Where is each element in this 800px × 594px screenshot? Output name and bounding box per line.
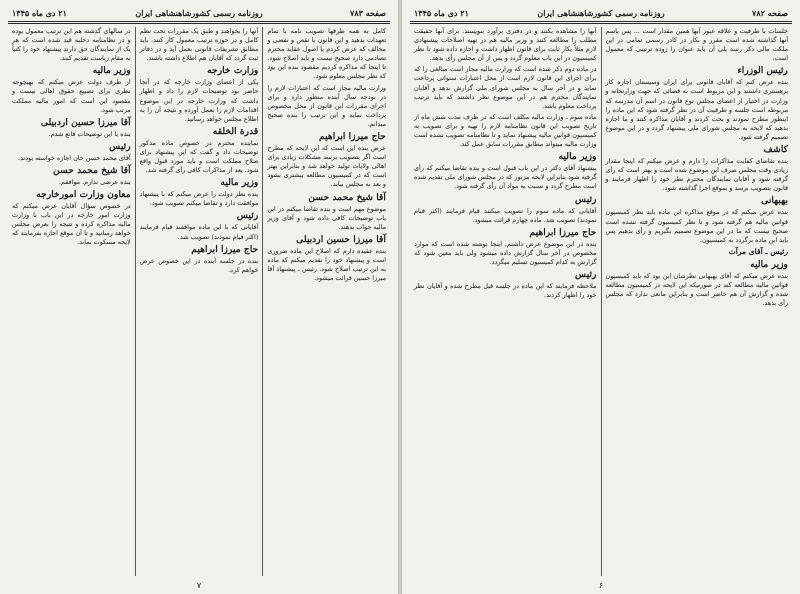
paragraph: یکی از اعضای وزارت خارجه که در آنجا حاضر بود توضیحات لازم را داد و اظهار داشت که وزارت خارجه در این موضوع اقدامات لازم را بعمل آورده و نتیجه آن را به اطلاع مجلس خواهد رسانید. xyxy=(139,78,259,123)
speaker-heading: رئیس xyxy=(575,193,597,205)
paragraph: کامل به همه طرفها تصویب نامه با تمام تعهدات بدهید و این قانون با نقص و نقضی و مخالف که عرض کردم با اصول عقاید محترم تصادمی دارد صحیح نیست و باید اصلاح شود. تا اینجا که مذاکره کردیم مقصود بنده این بود که نظر مجلس معلوم شود. xyxy=(267,27,386,81)
speaker-heading: رئیس xyxy=(575,268,597,280)
speaker-heading: رئیس xyxy=(109,140,131,152)
text-column xyxy=(136,27,264,576)
folio-number: ۷ xyxy=(196,581,202,590)
page-number: صفحه ۷۸۲ xyxy=(752,8,788,18)
left-page xyxy=(0,0,398,594)
header-rule-thin xyxy=(8,23,390,24)
paragraph: بنده عرضی ندارم. موافقم. xyxy=(59,177,131,186)
paragraph: آنها را مشاهده بکنند و در دفتری برآورد بنویسند. برای آنها حقیقت مطلب را مطالعه کنند و وزیر مالیه هم در تهیه اصلاحات پیشنهادی لازم مثلاً بکار ثابت برای قانون اظهار داشت و اجازه داده شود تا نظر کمیسیون در این باب معلوم گردد و پس از آن مجلس رأی بدهد. xyxy=(414,27,597,63)
folio-number: ۶ xyxy=(598,581,604,590)
issue-date: ۲۱ دی ماه ۱۳۴۵ xyxy=(12,8,67,18)
speaker-heading: رئیس xyxy=(236,210,259,222)
speaker-heading: وزیر مالیه xyxy=(558,151,597,163)
section-subhead: رئیس ـ آقای مرآت xyxy=(728,246,788,256)
paragraph: بنده در جلسه آینده در این خصوص عرض خواهم کرد. xyxy=(139,256,259,274)
paragraph: بنده عقیده دارم که اصلاح این ماده ضروری است و پیشنهاد خود را تقدیم میکنم که ماده به این ترتیب اصلاح شود. رئیس ـ پیشنهاد آقا میرزا حسین قرائت میشود. xyxy=(267,246,386,283)
paragraph: در ماده دوم ذکر شده است که وزارت مالیه مجاز است مبالغی را که برای اجرای این قانون لازم است از محل اعتبارات سنواتی پرداخت نماید و در آخر سال به مجلس شورای ملی گزارش بدهد و آقایان نمایندگان محترم هم در این موضوع نظر داشتند که باید ترتیب پرداخت معلوم باشد. xyxy=(414,65,597,110)
speaker-heading: آقا شیخ محمد حسن xyxy=(308,191,386,203)
speaker-heading: کاشف xyxy=(763,144,788,156)
paragraph: پیشنهاد آقای دکتر در این باب قبول است و بنده تقاضا میکنم که رأی گرفته شود بنابراین لایحه مزبور که در مجلس شورای ملی تقدیم شده است مطرح گردد و نسبت به مواد آن رأی گرفته شود. xyxy=(414,164,597,191)
paragraph: بنده در این موضوع عرض داشتم. اینجا نوشته شده است که موارد مخصوص در آخر سال گزارش داده میشود ولی باید معین شود که گزارش به کدام کمیسیون تسلیم میگردد. xyxy=(414,239,597,266)
paragraph: آقایانی که ماده سوم را تصویب میکنند قیام فرمایند (اکثر قیام نمودند) تصویب شد. ماده چهارم قرائت میشود. xyxy=(414,206,597,224)
speaker-heading: آقا میرزا حسین اردبیلی xyxy=(296,233,386,245)
right-page xyxy=(402,0,800,594)
paragraph: آنها را بخواهند و طبق یک مقررات تحت نظم کامل و در حوزه ترتیب معمول کار کنند. باید مطابق تشریفات قانونی بعمل آید و در دفاتر ثبت گردد که آقایان هم اطلاع داشته باشند. xyxy=(139,27,259,63)
paragraph: جلسات با طرفیت و علاقه عبور آنها همین مقدار است ... پس باسم آنها گذاشته شده است مقرر و بکار در کادر رسمی تمامی در این ملکت مالی دکر رسد بلی آن باید عنوان را زوده ترتیبی که معمول است. xyxy=(605,27,788,63)
speaker-heading: حاج میرزا ابراهیم xyxy=(529,226,597,238)
newspaper-title: روزنامه رسمی کشورشاهنشاهی ایران xyxy=(135,8,263,18)
issue-date: ۲۱ دی ماه ۱۳۴۵ xyxy=(414,8,469,18)
running-head xyxy=(410,6,792,20)
paragraph: بنده با این توضیحات قانع شدم. xyxy=(48,129,131,138)
paragraph: نماینده محترم در خصوص ماده مذکور توضیحات داد و گفت که این پیشنهاد برای صلاح مملکت است و باید مورد قبول واقع شود. بعد از مذاکرات کافی رأی گرفته شد. xyxy=(139,138,259,175)
paragraph: وزارت مالیه مجاز است که اعتبارات لازم را در بودجه سال آینده منظور دارد و برای اجرای مقررات این قانون از محل مخصوص پرداخت نماید و این ترتیب را بنده صحیح میدانم. xyxy=(267,83,386,128)
paragraph: بنده عرض میکنم که آقای بهبهانی نظرشان این بود که باید کمیسیون قوانین مالیه مطالعه کند در صورتیکه این لایحه در کمیسیون مطالعه شده و گزارش آن هم حاضر است و بنابراین مانعی ندارد که مجلس رأی بدهد. xyxy=(605,271,788,308)
header-rule xyxy=(8,21,390,22)
speaker-heading: وزیر مالیه xyxy=(750,258,788,270)
speaker-heading: رئیس الوزراء xyxy=(737,65,788,77)
paragraph: موضوع مهم است و بنده تقاضا میکنم در این باب توضیحات کافی داده شود و آقای وزیر مالیه جواب بدهند. xyxy=(267,204,386,231)
text-columns xyxy=(410,27,792,576)
text-column xyxy=(410,27,602,576)
speaker-heading: معاون وزارت امورخارجه xyxy=(36,189,131,201)
paragraph: ملاحظه فرمایند که این ماده در جلسه قبل مطرح شده و آقایان نظر خود را اظهار کردند. xyxy=(414,281,597,300)
paragraph: در سالهای گذشته هم این ترتیب معمول بوده و در نظامنامه دخلیه قید شده است که هر یک از نمایندگان حق دارند پیشنهاد خود را کتباً به مقام ریاست تقدیم کنند. xyxy=(11,27,131,63)
speaker-heading: بهبهانی xyxy=(761,195,788,207)
header-rule-thin xyxy=(410,23,792,24)
paragraph: بنده عرض میکنم که در موقع مذاکره این ماده باید نظر کمیسیون قوانین مالیه هم گرفته شود و تا نظر کمیسیون گرفته نشده است صحیح نیست که ما در این موضوع تصمیم بگیریم و رأی بدهیم پس باید این ماده برگردد به کمیسیون. xyxy=(605,208,788,244)
speaker-heading: حاج میرزا ابراهیم xyxy=(191,243,259,255)
header-rule xyxy=(410,21,792,22)
running-head xyxy=(8,6,390,20)
page-number: صفحه ۷۸۳ xyxy=(350,8,386,18)
paragraph: آقای محمد حسن خان اجازه خواسته بودند. xyxy=(18,153,131,162)
paragraph: ماده سوم ـ وزارت مالیه مکلف است که در ظرف مدت شش ماه از تاریخ تصویب این قانون نظامنامه لازم را تهیه و برای تصویب به کمیسیون قوانین مالیه پیشنهاد نماید و تا نظامنامه تصویب نشده است وزارت مالیه میتواند مطابق مقررات سابق عمل کند. xyxy=(414,112,597,149)
text-column xyxy=(8,27,136,576)
speaker-heading: آقا میرزا حسین اردبیلی xyxy=(40,116,131,128)
text-column xyxy=(263,27,390,576)
text-column xyxy=(602,27,793,576)
paragraph: بنده نظر دولت را عرض میکنم که با پیشنهاد موافقت دارد و تقاضا میکنم تصویب شود. xyxy=(139,190,259,208)
text-columns xyxy=(8,27,390,576)
paragraph: آقایانی که با این ماده موافقند قیام فرمایند (اکثر قیام نمودند) تصویب شد. xyxy=(139,223,259,241)
speaker-heading: آقا شیخ محمد حسن xyxy=(53,164,131,176)
speaker-heading: وزارت خارجه xyxy=(207,65,259,77)
speaker-heading: وزیر مالیه xyxy=(92,65,131,77)
paragraph: عرض بنده این است که این لایحه که مطرح است اگر بتصویب برسد مشکلات زیادی برای اهالی ولایات تولید خواهد شد و بنابراین بهتر است که در کمیسیون مطالعه بیشتری بشود و بعد به مجلس بیاید. xyxy=(267,144,386,189)
paragraph: در خصوص سؤال آقایان عرض میکنم که وزارت امور خارجه در این باب با وزارت مالیه مذاکره کرده و نتیجه را بعرض مجلس خواهد رسانید و تا آن موقع اجازه بفرمایند که لایحه مسکوت بماند. xyxy=(11,202,131,247)
speaker-heading: حاج میرزا ابراهیم xyxy=(318,131,386,143)
speaker-heading: وزیر مالیه xyxy=(220,177,259,189)
paragraph: از طرف دولت عرض میکنم که بهیچوجه نظری برای تضییع حقوق اهالی نیست و مقصود این است که امور مالیه مملکت مرتب شود. xyxy=(11,78,131,114)
paragraph: بنده تقاضای کفایت مذاکرات را دارم و عرض میکنم که اینجا مقدار زیادی وقت مجلس صرف این موضوع شده است و بهتر است که رأی گرفته شود و آقایان نمایندگان محترم نظر خود را اظهار فرمایند و قانون بتصویب برسد و بموقع اجرا گذاشته شود. xyxy=(605,157,788,193)
newspaper-title: روزنامه رسمی کشورشاهنشاهی ایران xyxy=(537,8,665,18)
speaker-heading: قدرة الخلقه xyxy=(212,125,259,137)
paragraph: بنده عرض کنم که آقایان قانونی برای ایران وسیستان اجازه کار برهستری داشتند و این مربوط است به قضائی که جهت وزارتخانه و وزارت در اختیار از اعضای مجلس نوع قانون در اسم آن مدرسه که مربوطه است جلسه و طرفیت آن در نظر گرفته شود که این ماده را اینطور مطرح نمودند و بحث کردند و آقایان مذاکره کنند و ما اجازه بدهید که لایحه به مجلس شورای ملی پیشنهاد گردد و در این موضوع تصمیم گرفته شود. xyxy=(605,78,788,141)
